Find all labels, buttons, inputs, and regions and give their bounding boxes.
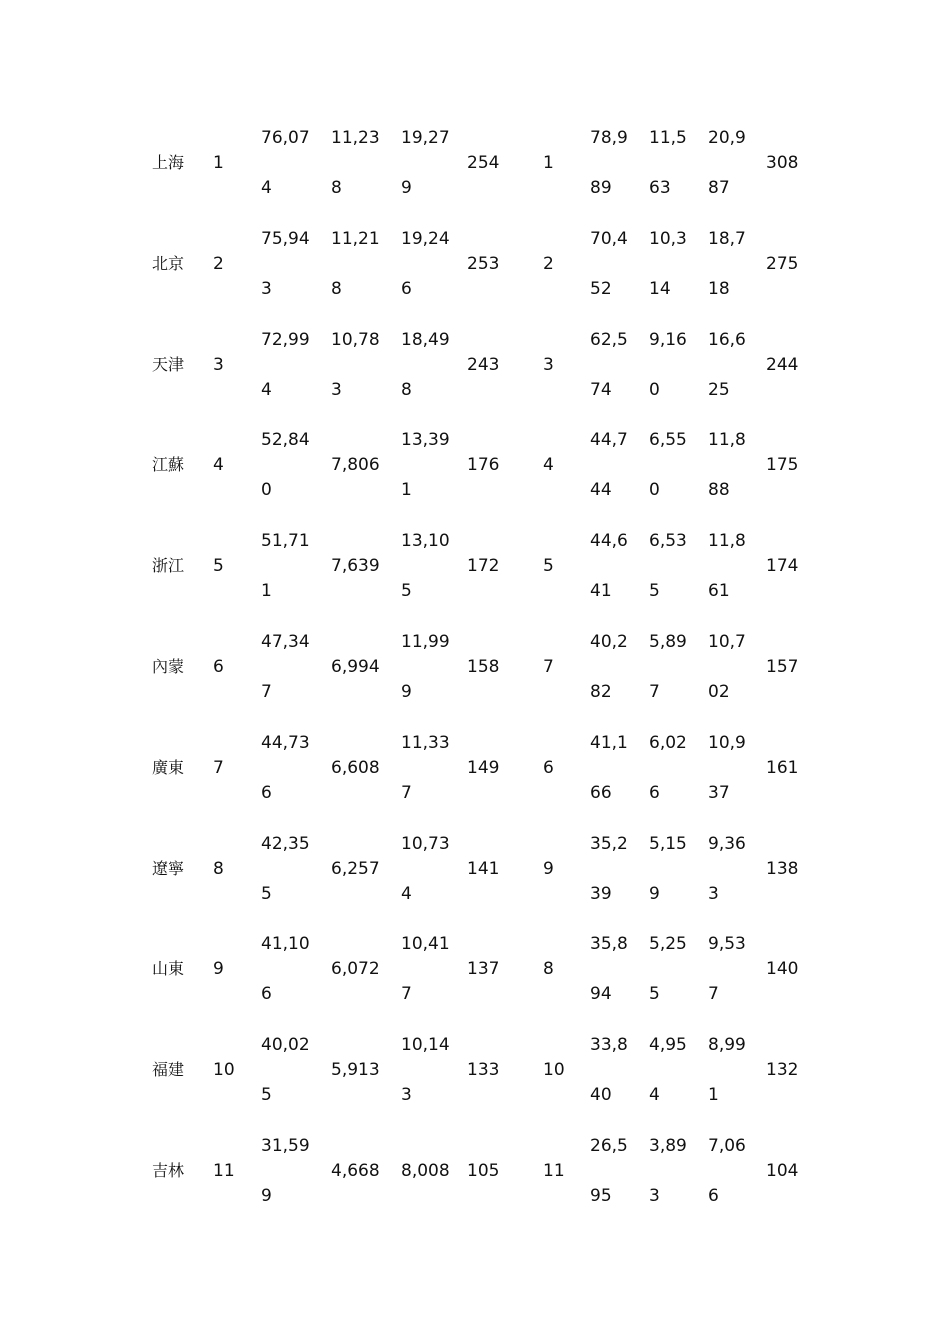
value-col-6-line-1: 20,9	[708, 128, 746, 148]
value-col-6-line-2: 88	[708, 480, 730, 501]
index-1: 158	[467, 657, 500, 677]
value-col-2: 6,994	[331, 657, 380, 677]
value-col-3-line-1: 11,99	[401, 632, 450, 652]
value-col-5-line-1: 4,95	[649, 1035, 687, 1056]
index-2: 104	[766, 1161, 799, 1181]
value-col-5-line-2: 5	[649, 984, 660, 1005]
rank-1: 5	[213, 556, 224, 577]
index-2: 157	[766, 657, 799, 677]
value-col-1-line-2: 3	[261, 278, 272, 299]
index-2: 161	[766, 757, 799, 778]
value-col-4-line-2: 95	[590, 1186, 612, 1206]
index-1: 253	[467, 253, 500, 274]
value-col-5-line-2: 6	[649, 782, 660, 803]
value-col-5-line-2: 4	[649, 1085, 660, 1106]
value-col-1-line-2: 4	[261, 379, 272, 400]
value-col-1-line-2: 5	[261, 1085, 272, 1106]
value-col-5-line-2: 0	[649, 480, 660, 501]
index-2: 140	[766, 959, 799, 980]
value-col-2-line-2: 3	[331, 379, 342, 400]
value-col-6-line-2: 7	[708, 984, 719, 1005]
rank-1: 10	[213, 1060, 235, 1081]
province-name: 福建	[152, 1060, 185, 1080]
value-col-1-line-1: 75,94	[261, 228, 310, 249]
value-col-5-line-1: 10,3	[649, 228, 687, 249]
value-col-6-line-1: 11,8	[708, 531, 746, 552]
value-col-4-line-1: 41,1	[590, 732, 628, 753]
value-col-1-line-1: 76,07	[261, 128, 310, 148]
value-col-4-line-1: 78,9	[590, 128, 628, 148]
value-col-2-line-2: 8	[331, 178, 342, 198]
value-col-6-line-1: 10,9	[708, 732, 746, 753]
value-col-1-line-2: 9	[261, 1186, 272, 1206]
province-name: 江蘇	[152, 455, 185, 475]
value-col-6-line-1: 8,99	[708, 1035, 746, 1056]
value-col-3: 8,008	[401, 1161, 450, 1181]
value-col-4-line-2: 74	[590, 379, 612, 400]
index-2: 308	[766, 153, 799, 173]
value-col-4-line-2: 52	[590, 278, 612, 299]
table-row	[0, 932, 950, 1032]
value-col-4-line-2: 89	[590, 178, 612, 198]
rank-2: 6	[543, 757, 554, 778]
value-col-4-line-2: 44	[590, 480, 612, 501]
rank-2: 10	[543, 1060, 565, 1081]
province-name: 上海	[152, 153, 185, 172]
table-row	[0, 227, 950, 327]
value-col-4-line-2: 66	[590, 782, 612, 803]
value-col-6-line-2: 6	[708, 1186, 719, 1206]
province-name: 北京	[152, 253, 185, 273]
value-col-4-line-1: 44,6	[590, 531, 628, 552]
value-col-2: 4,668	[331, 1161, 380, 1181]
value-col-2: 7,806	[331, 455, 380, 476]
index-1: 133	[467, 1060, 500, 1081]
rank-1: 4	[213, 455, 224, 476]
value-col-4-line-1: 70,4	[590, 228, 628, 249]
value-col-5-line-2: 7	[649, 682, 660, 702]
value-col-6-line-1: 18,7	[708, 228, 746, 249]
value-col-3-line-1: 13,39	[401, 430, 450, 451]
rank-2: 7	[543, 657, 554, 677]
table-row	[0, 630, 950, 730]
value-col-5-line-2: 9	[649, 883, 660, 904]
value-col-5-line-2: 14	[649, 278, 671, 299]
value-col-3-line-2: 6	[401, 278, 412, 299]
value-col-1-line-1: 40,02	[261, 1035, 310, 1056]
value-col-5-line-1: 11,5	[649, 128, 687, 148]
rank-2: 4	[543, 455, 554, 476]
index-1: 141	[467, 858, 500, 879]
value-col-6-line-1: 9,36	[708, 833, 746, 854]
value-col-3-line-1: 11,33	[401, 732, 450, 753]
value-col-6-line-2: 61	[708, 581, 730, 602]
value-col-3-line-2: 3	[401, 1085, 412, 1106]
value-col-4-line-1: 44,7	[590, 430, 628, 451]
table-row	[0, 428, 950, 528]
value-col-5-line-1: 9,16	[649, 329, 687, 350]
value-col-5-line-1: 6,53	[649, 531, 687, 552]
rank-2: 5	[543, 556, 554, 577]
value-col-5-line-1: 5,15	[649, 833, 687, 854]
value-col-3-line-2: 8	[401, 379, 412, 400]
value-col-3-line-2: 9	[401, 178, 412, 198]
value-col-6-line-1: 9,53	[708, 934, 746, 955]
value-col-4-line-1: 35,2	[590, 833, 628, 854]
value-col-6-line-2: 18	[708, 278, 730, 299]
table-row	[0, 731, 950, 831]
value-col-5-line-2: 3	[649, 1186, 660, 1206]
value-col-1-line-1: 52,84	[261, 430, 310, 451]
index-2: 174	[766, 556, 799, 577]
index-2: 138	[766, 858, 799, 879]
rank-2: 3	[543, 354, 554, 375]
value-col-5-line-1: 5,89	[649, 632, 687, 652]
rank-1: 9	[213, 959, 224, 980]
table-row	[0, 1033, 950, 1133]
value-col-1-line-1: 44,73	[261, 732, 310, 753]
value-col-3-line-2: 4	[401, 883, 412, 904]
table-row	[0, 126, 950, 226]
value-col-1-line-2: 1	[261, 581, 272, 602]
value-col-3-line-2: 7	[401, 782, 412, 803]
value-col-2: 6,608	[331, 757, 380, 778]
index-1: 105	[467, 1161, 500, 1181]
rank-1: 2	[213, 253, 224, 274]
value-col-4-line-2: 41	[590, 581, 612, 602]
index-1: 137	[467, 959, 500, 980]
province-name: 浙江	[152, 556, 185, 576]
value-col-4-line-2: 94	[590, 984, 612, 1005]
rank-1: 11	[213, 1161, 235, 1181]
rank-2: 9	[543, 858, 554, 879]
value-col-5-line-1: 5,25	[649, 934, 687, 955]
value-col-4-line-1: 35,8	[590, 934, 628, 955]
province-name: 遼寧	[152, 858, 185, 878]
index-1: 172	[467, 556, 500, 577]
province-name: 山東	[152, 959, 185, 979]
province-name: 廣東	[152, 757, 185, 777]
value-col-1-line-2: 5	[261, 883, 272, 904]
value-col-2-line-1: 11,23	[331, 128, 380, 148]
value-col-6-line-1: 11,8	[708, 430, 746, 451]
value-col-5-line-2: 0	[649, 379, 660, 400]
value-col-6-line-1: 16,6	[708, 329, 746, 350]
value-col-3-line-1: 19,27	[401, 128, 450, 148]
value-col-4-line-1: 33,8	[590, 1035, 628, 1056]
value-col-3-line-2: 5	[401, 581, 412, 602]
value-col-5-line-1: 6,55	[649, 430, 687, 451]
table-row	[0, 529, 950, 629]
province-name: 天津	[152, 354, 185, 374]
rank-1: 8	[213, 858, 224, 879]
index-2: 244	[766, 354, 799, 375]
value-col-4-line-2: 39	[590, 883, 612, 904]
rank-2: 1	[543, 153, 554, 173]
rank-2: 2	[543, 253, 554, 274]
value-col-2-line-1: 10,78	[331, 329, 380, 350]
province-name: 內蒙	[152, 657, 185, 676]
table-row	[0, 1134, 950, 1234]
value-col-6-line-2: 25	[708, 379, 730, 400]
rank-1: 1	[213, 153, 224, 173]
index-1: 254	[467, 153, 500, 173]
index-2: 175	[766, 455, 799, 476]
value-col-4-line-1: 62,5	[590, 329, 628, 350]
index-1: 243	[467, 354, 500, 375]
table-row	[0, 328, 950, 428]
value-col-3-line-1: 19,24	[401, 228, 450, 249]
value-col-1-line-2: 6	[261, 782, 272, 803]
value-col-6-line-2: 02	[708, 682, 730, 702]
value-col-6-line-2: 1	[708, 1085, 719, 1106]
value-col-3-line-1: 18,49	[401, 329, 450, 350]
rank-2: 11	[543, 1161, 565, 1181]
rank-1: 6	[213, 657, 224, 677]
value-col-2-line-1: 11,21	[331, 228, 380, 249]
value-col-2: 6,257	[331, 858, 380, 879]
value-col-5-line-2: 63	[649, 178, 671, 198]
value-col-2: 5,913	[331, 1060, 380, 1081]
value-col-1-line-1: 72,99	[261, 329, 310, 350]
value-col-6-line-2: 3	[708, 883, 719, 904]
value-col-1-line-1: 41,10	[261, 934, 310, 955]
value-col-1-line-1: 31,59	[261, 1136, 310, 1156]
value-col-5-line-1: 6,02	[649, 732, 687, 753]
province-name: 吉林	[152, 1161, 185, 1180]
value-col-3-line-2: 1	[401, 480, 412, 501]
value-col-1-line-2: 0	[261, 480, 272, 501]
value-col-6-line-1: 7,06	[708, 1136, 746, 1156]
value-col-4-line-2: 82	[590, 682, 612, 702]
value-col-1-line-1: 42,35	[261, 833, 310, 854]
value-col-6-line-2: 37	[708, 782, 730, 803]
value-col-4-line-1: 40,2	[590, 632, 628, 652]
value-col-3-line-2: 7	[401, 984, 412, 1005]
index-1: 176	[467, 455, 500, 476]
rank-1: 7	[213, 757, 224, 778]
value-col-5-line-1: 3,89	[649, 1136, 687, 1156]
index-1: 149	[467, 757, 500, 778]
value-col-4-line-1: 26,5	[590, 1136, 628, 1156]
rank-2: 8	[543, 959, 554, 980]
value-col-4-line-2: 40	[590, 1085, 612, 1106]
rank-1: 3	[213, 354, 224, 375]
value-col-3-line-1: 10,14	[401, 1035, 450, 1056]
index-2: 275	[766, 253, 799, 274]
value-col-1-line-1: 47,34	[261, 632, 310, 652]
value-col-6-line-2: 87	[708, 178, 730, 198]
value-col-1-line-2: 6	[261, 984, 272, 1005]
table-row	[0, 832, 950, 932]
value-col-3-line-1: 10,41	[401, 934, 450, 955]
value-col-1-line-1: 51,71	[261, 531, 310, 552]
value-col-3-line-2: 9	[401, 682, 412, 702]
value-col-2: 7,639	[331, 556, 380, 577]
value-col-1-line-2: 7	[261, 682, 272, 702]
value-col-5-line-2: 5	[649, 581, 660, 602]
value-col-3-line-1: 10,73	[401, 833, 450, 854]
value-col-1-line-2: 4	[261, 178, 272, 198]
value-col-6-line-1: 10,7	[708, 632, 746, 652]
value-col-2-line-2: 8	[331, 278, 342, 299]
value-col-2: 6,072	[331, 959, 380, 980]
value-col-3-line-1: 13,10	[401, 531, 450, 552]
index-2: 132	[766, 1060, 799, 1081]
